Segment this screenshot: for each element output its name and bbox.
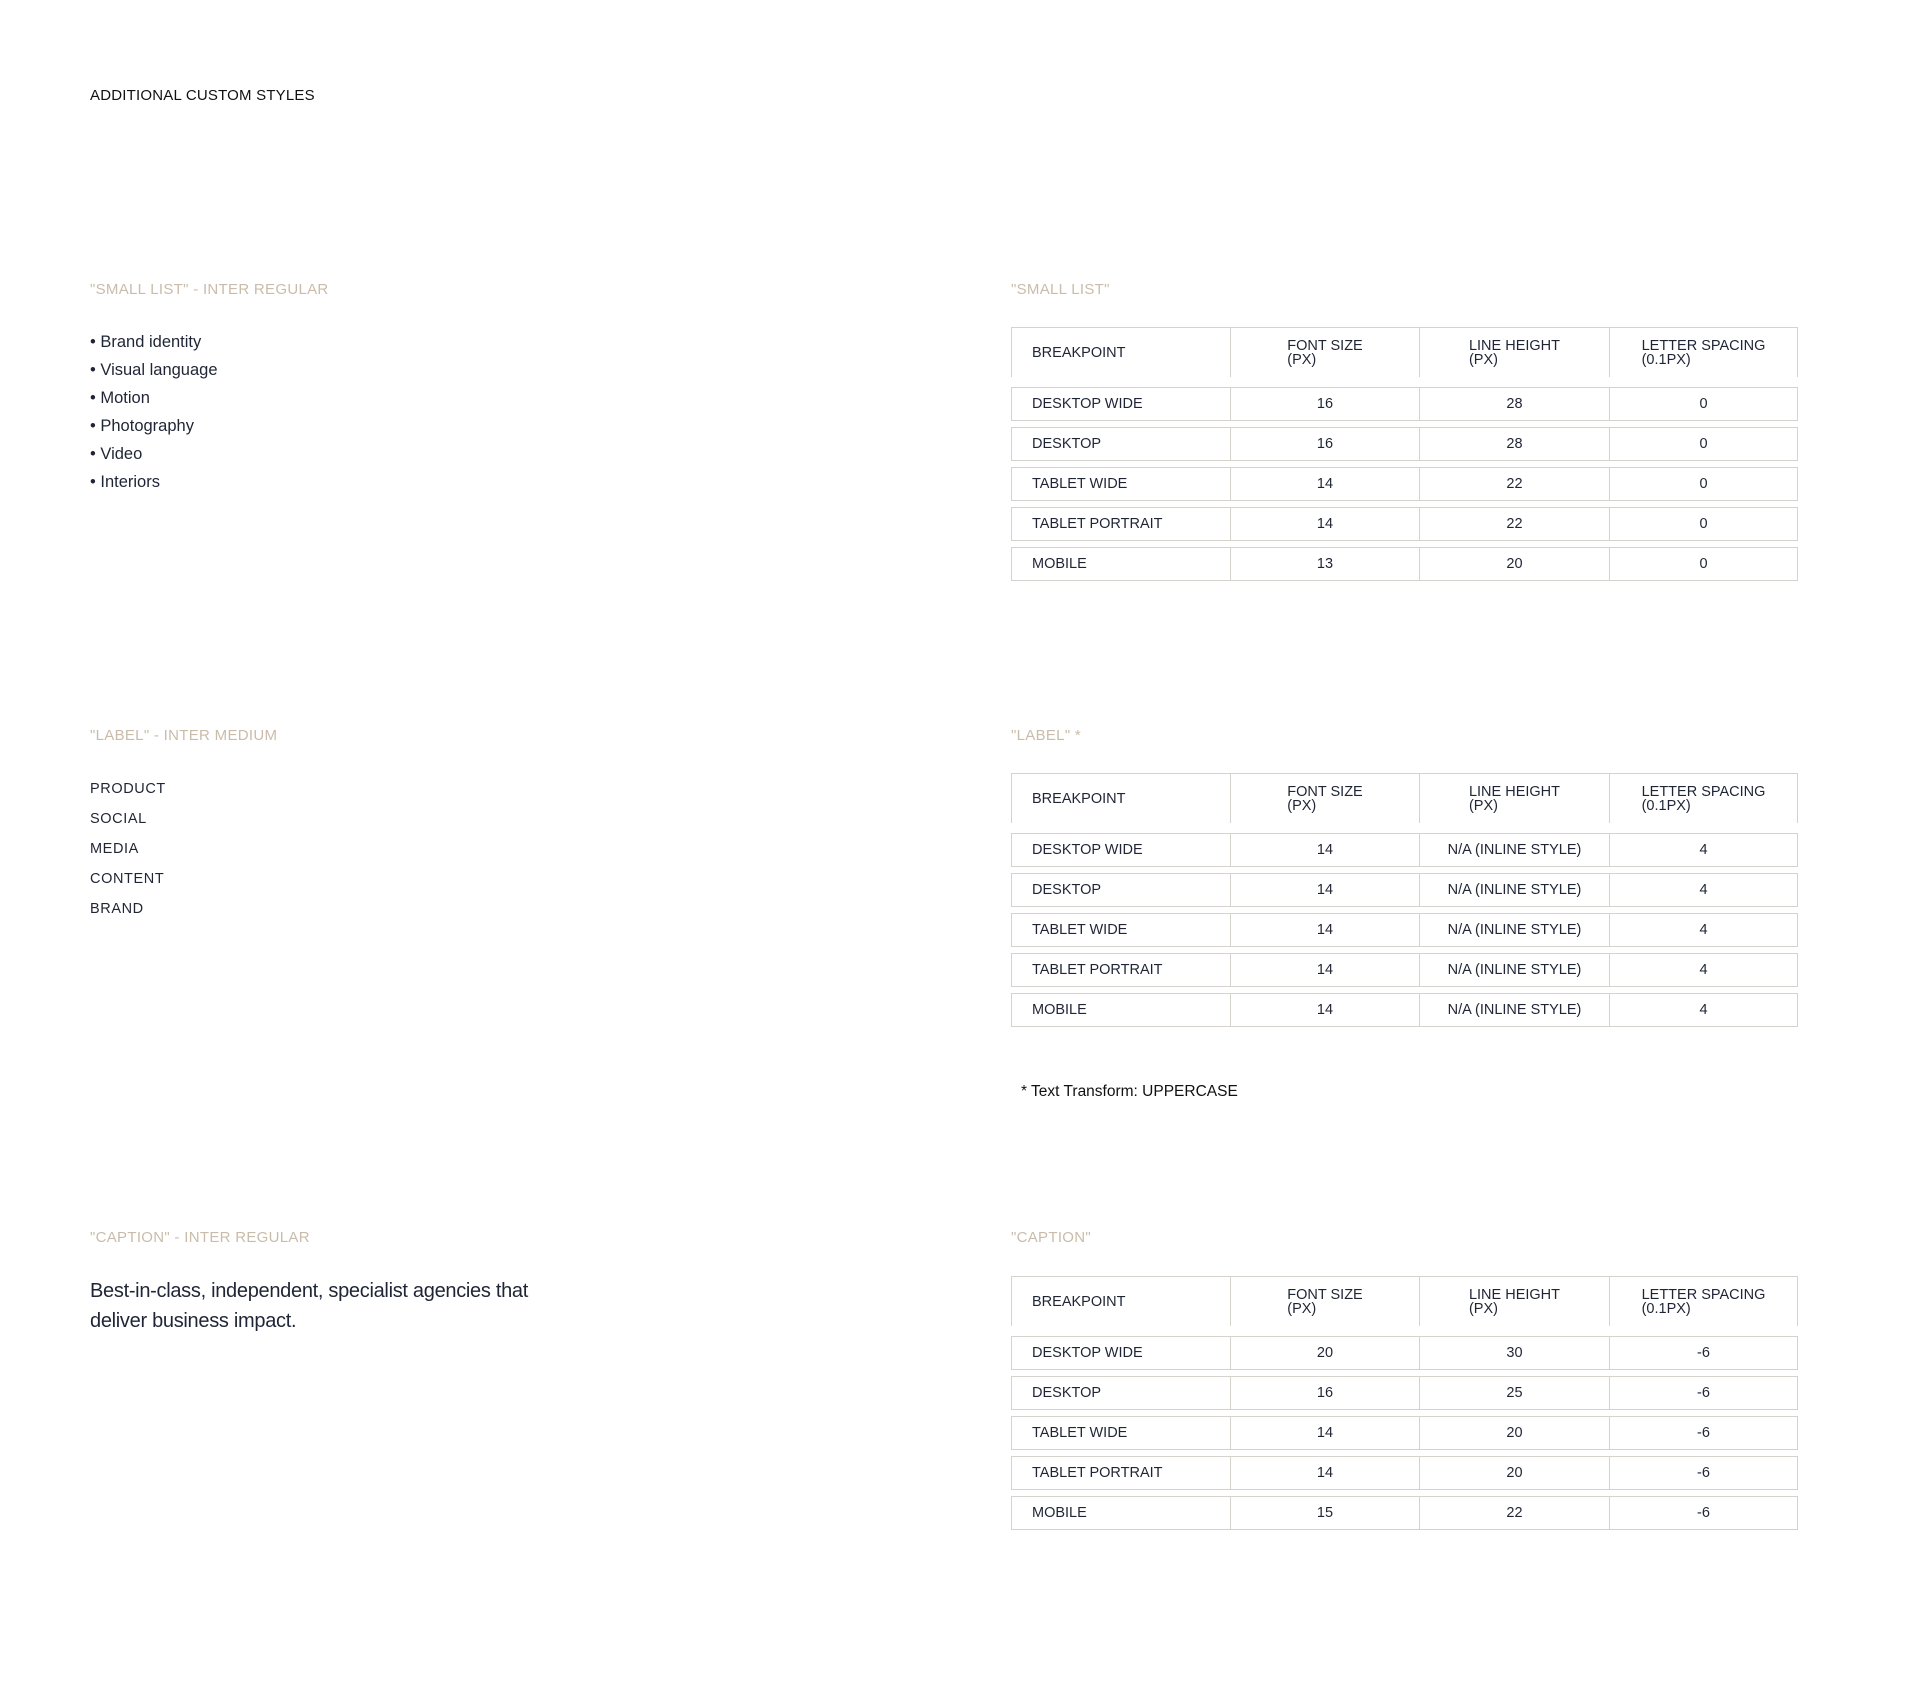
small-list-spec-table <box>1011 327 1798 587</box>
line-height-cell: 20 <box>1419 1456 1609 1490</box>
font-size-cell: 15 <box>1230 1496 1419 1530</box>
column-header-font-size <box>1230 773 1419 823</box>
letter-spacing-cell: 4 <box>1609 913 1798 947</box>
column-header-line-height <box>1419 773 1609 823</box>
list-item: MEDIA <box>90 841 139 857</box>
column-header-line-height <box>1419 1276 1609 1326</box>
table-header-row <box>1011 327 1798 377</box>
table-row <box>1011 547 1798 581</box>
line-height-cell: N/A (INLINE STYLE) <box>1419 953 1609 987</box>
line-height-cell: 28 <box>1419 387 1609 421</box>
table-row <box>1011 833 1798 867</box>
small-list <box>90 328 218 496</box>
column-header-font-size <box>1230 327 1419 377</box>
line-height-cell: 20 <box>1419 547 1609 581</box>
letter-spacing-cell: -6 <box>1609 1456 1798 1490</box>
breakpoint-cell: TABLET WIDE <box>1011 467 1230 501</box>
line-height-cell: N/A (INLINE STYLE) <box>1419 993 1609 1027</box>
table-row <box>1011 1496 1798 1530</box>
list-item: • Video <box>90 440 218 468</box>
table-row <box>1011 387 1798 421</box>
table-row <box>1011 1456 1798 1490</box>
table-row <box>1011 1336 1798 1370</box>
line-height-cell: 20 <box>1419 1416 1609 1450</box>
letter-spacing-cell: 0 <box>1609 547 1798 581</box>
line-height-cell: N/A (INLINE STYLE) <box>1419 873 1609 907</box>
list-item: PRODUCT <box>90 781 166 797</box>
caption-table-heading: "CAPTION" <box>1011 1229 1092 1246</box>
label-spec-table <box>1011 773 1798 1033</box>
font-size-cell: 16 <box>1230 1376 1419 1410</box>
table-row <box>1011 953 1798 987</box>
table-row <box>1011 467 1798 501</box>
column-header-letter-spacing <box>1609 773 1798 823</box>
letter-spacing-cell: 0 <box>1609 387 1798 421</box>
breakpoint-cell: TABLET PORTRAIT <box>1011 507 1230 541</box>
letter-spacing-cell: 4 <box>1609 873 1798 907</box>
line-height-cell: 30 <box>1419 1336 1609 1370</box>
column-header-label: FONT SIZE (PX) <box>1287 783 1363 814</box>
page-title: ADDITIONAL CUSTOM STYLES <box>90 87 315 104</box>
list-item: • Visual language <box>90 356 218 384</box>
letter-spacing-cell: 0 <box>1609 467 1798 501</box>
list-item: • Interiors <box>90 468 218 496</box>
breakpoint-cell: TABLET PORTRAIT <box>1011 1456 1230 1490</box>
line-height-cell: 28 <box>1419 427 1609 461</box>
line-height-cell: 22 <box>1419 507 1609 541</box>
column-header-letter-spacing <box>1609 327 1798 377</box>
font-size-cell: 13 <box>1230 547 1419 581</box>
breakpoint-cell: DESKTOP <box>1011 1376 1230 1410</box>
font-size-cell: 16 <box>1230 387 1419 421</box>
table-row <box>1011 1376 1798 1410</box>
line-height-cell: 22 <box>1419 1496 1609 1530</box>
caption-style-heading: "CAPTION" - INTER REGULAR <box>90 1229 310 1246</box>
column-header-label: LINE HEIGHT (PX) <box>1468 1286 1561 1317</box>
column-header-font-size <box>1230 1276 1419 1326</box>
caption-sample <box>90 1276 550 1336</box>
list-item: • Motion <box>90 384 218 412</box>
caption-spec-table <box>1011 1276 1798 1536</box>
label-list <box>90 774 166 924</box>
list-item: • Brand identity <box>90 328 218 356</box>
table-row <box>1011 1416 1798 1450</box>
font-size-cell: 14 <box>1230 873 1419 907</box>
letter-spacing-cell: -6 <box>1609 1376 1798 1410</box>
column-header-label: LINE HEIGHT (PX) <box>1468 783 1561 814</box>
letter-spacing-cell: 4 <box>1609 833 1798 867</box>
letter-spacing-cell: -6 <box>1609 1416 1798 1450</box>
breakpoint-cell: TABLET WIDE <box>1011 913 1230 947</box>
small-list-sample <box>90 328 218 496</box>
column-header-breakpoint <box>1011 327 1230 377</box>
column-header-label: BREAKPOINT <box>1032 790 1126 807</box>
letter-spacing-cell: -6 <box>1609 1496 1798 1530</box>
table-row <box>1011 507 1798 541</box>
breakpoint-cell: DESKTOP <box>1011 873 1230 907</box>
column-header-breakpoint <box>1011 1276 1230 1326</box>
table-row <box>1011 993 1798 1027</box>
label-sample <box>90 774 166 924</box>
table-header-row <box>1011 773 1798 823</box>
list-item: SOCIAL <box>90 811 147 827</box>
breakpoint-cell: DESKTOP WIDE <box>1011 1336 1230 1370</box>
column-header-line-height <box>1419 327 1609 377</box>
font-size-cell: 14 <box>1230 1456 1419 1490</box>
breakpoint-cell: TABLET PORTRAIT <box>1011 953 1230 987</box>
list-item: • Photography <box>90 412 218 440</box>
list-item: BRAND <box>90 901 144 917</box>
line-height-cell: N/A (INLINE STYLE) <box>1419 913 1609 947</box>
font-size-cell: 20 <box>1230 1336 1419 1370</box>
font-size-cell: 16 <box>1230 427 1419 461</box>
font-size-cell: 14 <box>1230 953 1419 987</box>
font-size-cell: 14 <box>1230 507 1419 541</box>
font-size-cell: 14 <box>1230 467 1419 501</box>
column-header-label: LINE HEIGHT (PX) <box>1468 337 1561 368</box>
font-size-cell: 14 <box>1230 1416 1419 1450</box>
table-row <box>1011 873 1798 907</box>
column-header-label: FONT SIZE (PX) <box>1287 1286 1363 1317</box>
breakpoint-cell: MOBILE <box>1011 993 1230 1027</box>
font-size-cell: 14 <box>1230 993 1419 1027</box>
column-header-label: FONT SIZE (PX) <box>1287 337 1363 368</box>
font-size-cell: 14 <box>1230 913 1419 947</box>
label-style-heading: "LABEL" - INTER MEDIUM <box>90 727 278 744</box>
caption-text: Best-in-class, independent, specialist agencies that deliver business impact. <box>90 1280 528 1332</box>
letter-spacing-cell: 4 <box>1609 993 1798 1027</box>
letter-spacing-cell: -6 <box>1609 1336 1798 1370</box>
column-header-label: LETTER SPACING (0.1PX) <box>1641 1286 1766 1317</box>
breakpoint-cell: DESKTOP <box>1011 427 1230 461</box>
table-header-row <box>1011 1276 1798 1326</box>
table-row <box>1011 913 1798 947</box>
line-height-cell: 22 <box>1419 467 1609 501</box>
breakpoint-cell: TABLET WIDE <box>1011 1416 1230 1450</box>
table-row <box>1011 427 1798 461</box>
letter-spacing-cell: 0 <box>1609 507 1798 541</box>
breakpoint-cell: MOBILE <box>1011 547 1230 581</box>
column-header-breakpoint <box>1011 773 1230 823</box>
column-header-label: BREAKPOINT <box>1032 1293 1126 1310</box>
label-table-heading: "LABEL" * <box>1011 727 1082 744</box>
list-item: CONTENT <box>90 871 165 887</box>
breakpoint-cell: DESKTOP WIDE <box>1011 833 1230 867</box>
letter-spacing-cell: 0 <box>1609 427 1798 461</box>
column-header-letter-spacing <box>1609 1276 1798 1326</box>
breakpoint-cell: MOBILE <box>1011 1496 1230 1530</box>
letter-spacing-cell: 4 <box>1609 953 1798 987</box>
line-height-cell: N/A (INLINE STYLE) <box>1419 833 1609 867</box>
label-footnote: * Text Transform: UPPERCASE <box>1021 1083 1238 1100</box>
small-list-style-heading: "SMALL LIST" - INTER REGULAR <box>90 281 329 298</box>
column-header-label: LETTER SPACING (0.1PX) <box>1641 337 1766 368</box>
breakpoint-cell: DESKTOP WIDE <box>1011 387 1230 421</box>
font-size-cell: 14 <box>1230 833 1419 867</box>
column-header-label: BREAKPOINT <box>1032 344 1126 361</box>
column-header-label: LETTER SPACING (0.1PX) <box>1641 783 1766 814</box>
small-list-table-heading: "SMALL LIST" <box>1011 281 1110 298</box>
line-height-cell: 25 <box>1419 1376 1609 1410</box>
